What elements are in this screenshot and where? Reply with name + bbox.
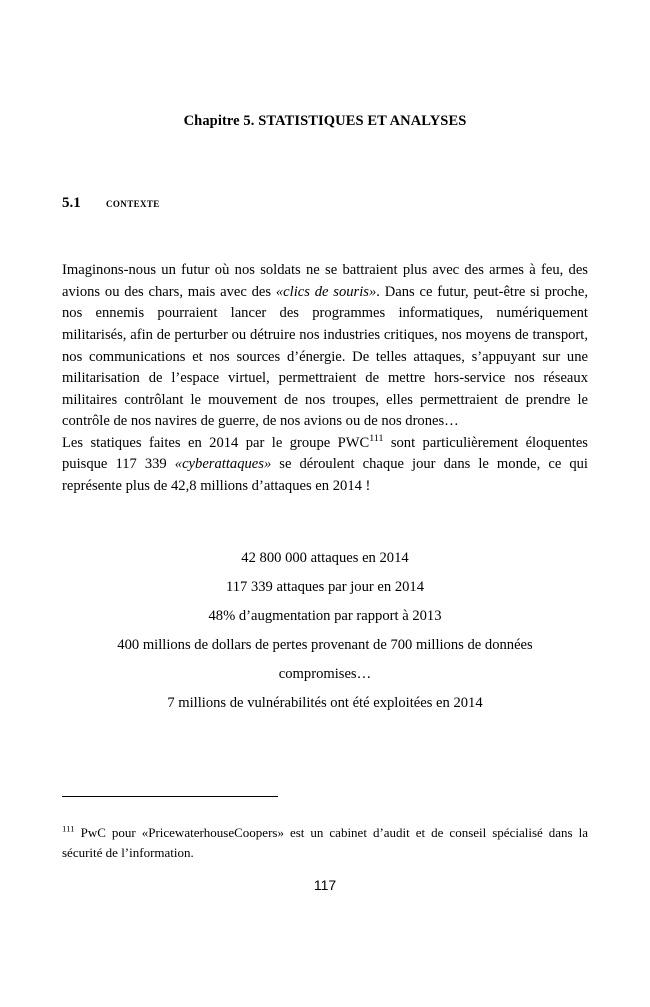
statistic-line: 117 339 attaques par jour en 2014 bbox=[225, 578, 425, 595]
body-text-block bbox=[62, 212, 588, 498]
statistic-line: 42 800 000 attaques en 2014 bbox=[241, 549, 409, 566]
section-heading bbox=[62, 130, 588, 212]
text-run: Les statiques faites en 2014 par le groupe PWC bbox=[62, 434, 370, 451]
italic-phrase: «cyberattaques» bbox=[174, 456, 272, 473]
statistic-line: compromises… bbox=[278, 665, 372, 682]
footnote-marker: 111 bbox=[62, 823, 75, 834]
footnote-area bbox=[62, 796, 588, 862]
section-title: contexte bbox=[106, 196, 160, 211]
text-run: sont particulièrement éloquentes puisque 117 339 bbox=[62, 434, 588, 473]
page-content bbox=[62, 0, 588, 718]
text-run: Imaginons-nous un futur où nos soldats ne se battraient plus avec des armes à feu, des avions ou des chars, mais avec des bbox=[62, 262, 588, 300]
italic-phrase: «clics de souris» bbox=[275, 283, 377, 300]
chapter-title: Chapitre 5. STATISTIQUES ET ANALYSES bbox=[183, 113, 467, 129]
paragraph-2 bbox=[62, 433, 588, 498]
statistic-line: 7 millions de vulnérabilités ont été exploitées en 2014 bbox=[167, 694, 483, 711]
statistic-line: 48% d’augmentation par rapport à 2013 bbox=[208, 607, 442, 624]
page-number: 117 bbox=[313, 877, 337, 893]
statistic-line: 400 millions de dollars de pertes provenant de 700 millions de données bbox=[117, 636, 533, 653]
footnote-body: PwC pour «PricewaterhouseCoopers» est un cabinet d’audit et de conseil spécialisé dans la sécurité de l’information. bbox=[62, 825, 588, 860]
text-run: se déroulent chaque jour dans le monde, ce qui représente plus de 42,8 millions d’attaques en 2014 ! bbox=[62, 456, 588, 495]
footnote-reference: 111 bbox=[369, 433, 384, 445]
text-run: . Dans ce futur, peut-être si proche, nos ennemis pourraient lancer des programmes informatiques, numériquement militarisés, afin de perturber ou détruire nos industries critiques, nos moyens de transport, nos communications et nos sources d’énergie. De telles attaques, s’appuyant sur une militarisation de l’espace virtuel, permettraient de mettre hors-service nos réseaux militaires contrôlant le mouvement de nos troupes, elles permettraient de prendre le contrôle de nos navires de guerre, de nos avions ou de nos drones… bbox=[62, 283, 588, 430]
statistics-block bbox=[62, 498, 588, 718]
footnote-text bbox=[62, 797, 588, 862]
section-number: 5.1 bbox=[62, 195, 81, 212]
paragraph-1 bbox=[62, 260, 588, 433]
